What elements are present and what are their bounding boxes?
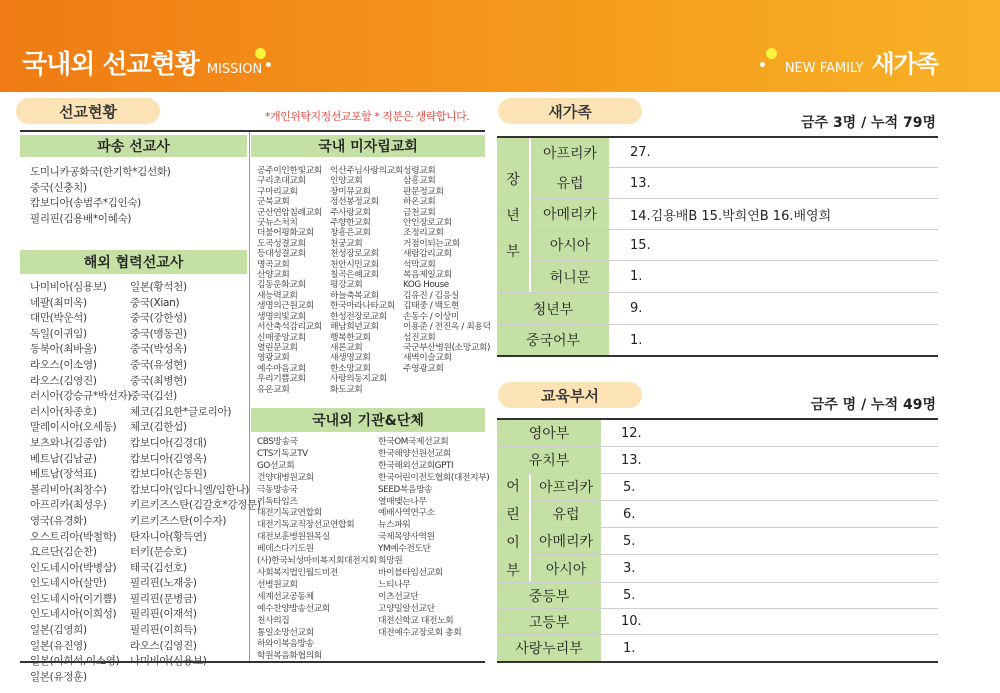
list-item: 천사의집: [257, 615, 290, 626]
list-item: 대전기독교직장선교연합회: [257, 520, 355, 531]
list-item: 세계선교공동체: [257, 591, 314, 602]
list-item: 도미니카공화국(한기학*김선화): [30, 166, 171, 178]
list-item: 대전기독교연합회: [257, 508, 322, 519]
list-item: 일본(황석천): [130, 281, 187, 293]
list-item: 대전신학교 대전노회: [378, 615, 454, 626]
list-item: 뉴스파워: [378, 520, 411, 531]
list-item: 희망원: [378, 556, 403, 567]
list-item: 사랑의동지교회: [330, 374, 387, 385]
domestic-list-col3: [403, 166, 491, 374]
mission-bottom-rule: [20, 661, 485, 663]
list-item: 키르키즈스탄(김갈호*강정문): [130, 499, 261, 512]
institution-header: 국내외 기관&단체: [251, 408, 485, 432]
list-item: 바이블타임선교회: [378, 567, 443, 578]
list-item: 대전보훈병원원목실: [257, 532, 330, 543]
list-item: 오스트리아(박철학): [30, 530, 117, 543]
list-item: CTS기독교TV: [257, 448, 308, 459]
list-item: 칠곡은혜교회: [330, 270, 379, 281]
header-right-group: [785, 44, 938, 79]
list-item: 인도네시아(이기쁨): [30, 592, 117, 605]
youth-group-label: 장 년 부: [497, 138, 529, 292]
list-item: 일본(유정훈): [30, 670, 87, 683]
list-item: 베트남(장석표): [30, 468, 97, 481]
domestic-list-col2: [330, 166, 403, 395]
list-item: 캄보디아(송범주*김인숙): [30, 197, 141, 210]
list-item: 중국(신충치): [30, 181, 87, 194]
edu-cat-infant: 영아부: [497, 420, 601, 446]
list-item: 유온교회: [257, 384, 290, 395]
list-item: 한국OM국제선교회: [378, 437, 449, 447]
list-item: 손동수 / 이상미: [403, 311, 459, 322]
edu-cat-kindergarten: 유치부: [497, 447, 601, 473]
list-item: 필리핀(김용배*이혜숙): [30, 212, 132, 225]
edu-cat-middle: 중등부: [497, 583, 601, 608]
decor-dot-icon: [766, 48, 777, 59]
list-item: 사회복지법인월드비전: [257, 567, 338, 578]
sent-missionary-list: [30, 165, 171, 227]
header-right-en: NEW FAMILY: [784, 61, 864, 76]
list-item: 대전예수교장로회 총회: [378, 627, 462, 638]
list-item: 주사랑교회: [330, 207, 371, 218]
list-item: 베트남(김남균): [30, 452, 97, 465]
list-item: 더불어평화교회: [257, 228, 314, 239]
list-item: 캄보디아(임다니엘/임한나): [130, 483, 250, 496]
list-item: 구마리교회: [257, 186, 298, 197]
list-item: 새벽이슬교회: [403, 353, 452, 364]
list-item: 중국(박성옥): [130, 343, 187, 356]
list-item: 김동운화교회: [257, 280, 306, 291]
list-item: 하온교회: [403, 197, 436, 208]
newfamily-bottom-rule: [497, 355, 938, 357]
partner-missionary-header: 해외 협력선교사: [20, 250, 247, 274]
edu-cat-europe: 유럽: [531, 501, 601, 527]
nf-cat-africa: 아프리카: [531, 138, 609, 167]
list-item: 인양교회: [330, 176, 363, 187]
list-item: 한국해외선교회GPTI: [378, 460, 454, 471]
list-item: 러시아(차종호): [30, 405, 97, 418]
list-item: 선병원교회: [257, 579, 298, 590]
list-item: 우리기쁨교회: [257, 374, 306, 385]
sent-missionary-header: 파송 선교사: [20, 135, 247, 157]
list-item: 새능력교회: [257, 290, 298, 301]
list-item: 성령교회: [403, 166, 436, 176]
list-item: 구리초대교회: [257, 176, 306, 187]
list-item: 필리핀(문병금): [130, 592, 197, 605]
list-item: 고양밀알선교단: [378, 603, 435, 614]
list-item: 느티나무: [378, 579, 411, 590]
list-item: 요르단(김순찬): [30, 546, 97, 559]
list-item: 아프리카(최성우): [30, 499, 107, 512]
list-item: 중국(Xian): [130, 296, 180, 309]
list-item: 산양교회: [257, 270, 290, 281]
list-item: 안인장로교회: [403, 218, 452, 229]
edu-val-infant: 12.: [621, 425, 642, 441]
header-subtitle: MISSION: [206, 62, 263, 77]
list-item: 건양대병원교회: [257, 472, 314, 483]
list-item: CBS방송국: [257, 437, 298, 447]
mission-note: *개인위탁지정선교포함 * 직분은 생략합니다.: [265, 110, 470, 123]
list-item: 키르키즈스탄(이수자): [130, 514, 227, 527]
edu-val-africa: 5.: [623, 479, 636, 495]
list-item: 열린문교회: [257, 342, 298, 353]
list-item: 중국(강한성): [130, 312, 187, 325]
list-item: 중국(김선): [130, 390, 177, 403]
list-item: 하와이복음방송: [257, 639, 314, 650]
list-item: 인도네시아(살만): [30, 577, 107, 590]
list-item: YM예수전도단: [378, 544, 431, 555]
list-item: 한소망교회: [330, 363, 371, 374]
nf-cat-honeymoon: 허니문: [531, 261, 609, 292]
domestic-list-col1: [257, 166, 322, 395]
list-item: 거점이되는교회: [403, 238, 460, 249]
list-item: 베데스다기도원: [257, 544, 314, 555]
list-item: 일본(김영희): [30, 624, 87, 637]
list-item: 예수찬양방송선교회: [257, 603, 330, 614]
list-item: 일본(유진영): [30, 639, 87, 652]
list-item: 평강교회: [330, 280, 363, 291]
list-item: 군산연암침례교회: [257, 207, 322, 218]
partner-list-col2: [130, 280, 261, 670]
list-item: 라오스(이소영): [30, 358, 97, 371]
list-item: 도곡성결교회: [257, 238, 306, 249]
edu-cat-asia: 아시아: [531, 555, 601, 582]
mission-top-rule: [20, 130, 485, 132]
children-group-label: 어 린 이 부: [497, 474, 529, 582]
list-item: 새생명교회: [330, 353, 371, 364]
list-item: 인도네시아(박병삼): [30, 561, 117, 574]
list-item: 영광교회: [257, 353, 290, 364]
list-item: 나미비아(심용보): [30, 281, 107, 293]
list-item: 천궁교회: [330, 238, 363, 249]
header-right-title: 새가족: [871, 50, 938, 78]
list-item: 장미뮤교회: [330, 186, 371, 197]
edu-val-middle: 5.: [623, 588, 636, 603]
list-item: 국군부산병원(소망교회): [403, 342, 491, 353]
list-item: 해남희년교회: [330, 322, 379, 333]
partner-list-col1: [30, 280, 131, 685]
edu-val-kindergarten: 13.: [621, 452, 642, 468]
list-item: 새론교회: [330, 342, 363, 353]
list-item: 극동방송국: [257, 484, 298, 495]
list-item: 행복한교회: [330, 332, 371, 343]
nf-val-europe: 13.: [630, 175, 651, 191]
list-item: 라오스(김영진): [130, 639, 197, 652]
list-item: 독일(이귀임): [30, 327, 87, 340]
list-item: 생명의빛교회: [257, 311, 306, 322]
list-item: 체코(김요한*글로리아): [130, 405, 232, 418]
list-item: 탄자니아(황득연): [130, 530, 207, 543]
list-item: 한국어린이전도협회(대전지부): [378, 472, 490, 483]
nf-val-youth: 9.: [630, 301, 643, 316]
nf-val-africa: 27.: [630, 145, 651, 160]
education-summary: 금주 명 / 누적 49명: [810, 397, 936, 413]
list-item: 영국(유경화): [30, 514, 87, 527]
nf-cat-asia: 아시아: [531, 230, 609, 260]
list-item: 라오스(김영진): [30, 374, 97, 387]
edu-cat-sarangnuri: 사랑누리부: [497, 635, 601, 661]
edu-val-high: 10.: [621, 614, 642, 629]
list-item: 중국(최병현): [130, 374, 187, 387]
list-item: SEED복음방송: [378, 484, 433, 495]
edu-val-sarangnuri: 1.: [623, 640, 636, 656]
list-item: 캄보디아(김경대): [130, 436, 207, 449]
education-pill: 교육부서: [498, 382, 642, 408]
list-item: 태국(김선호): [130, 561, 187, 574]
list-item: 열매맺는나무: [378, 496, 427, 507]
mission-pill: 선교현황: [16, 98, 160, 124]
institution-list-col1: [257, 437, 376, 663]
list-item: 삼흥교회: [403, 176, 436, 187]
list-item: 공주이인한빛교회: [257, 166, 322, 176]
list-item: 조정리교회: [403, 228, 444, 239]
list-item: 금천교회: [403, 207, 436, 218]
list-item: 통일소망선교회: [257, 627, 314, 638]
list-item: 김유진 / 김응실: [403, 290, 459, 301]
list-item: 말레이시아(오세동): [30, 421, 117, 434]
list-item: 동북아(최바울): [30, 343, 97, 356]
decor-dot-icon: [760, 62, 765, 67]
decor-dot-icon: [255, 48, 266, 59]
nf-val-chinese: 1.: [630, 332, 643, 348]
list-item: 체코(김한섭): [130, 421, 187, 434]
list-item: 보츠와나(김종암): [30, 436, 107, 449]
nf-cat-america: 아메리카: [531, 199, 609, 229]
list-item: 예배사역연구소: [378, 508, 435, 519]
list-item: 복음제일교회: [403, 270, 452, 281]
list-item: 인도네시아(이희성): [30, 608, 117, 621]
list-item: 정선봉정교회: [330, 197, 379, 208]
newfamily-summary: 금주 3명 / 누적 79명: [801, 115, 936, 131]
list-item: 생명의근원교회: [257, 301, 314, 312]
list-item: 화도교회: [330, 384, 363, 395]
nf-val-honeymoon: 1.: [630, 269, 643, 284]
list-item: (사)한국뇌성마비복지회대전지회: [257, 556, 377, 567]
decor-dot-icon: [266, 62, 271, 67]
list-item: 필리핀(이희득): [130, 624, 197, 637]
list-item: 신매중앙교회: [257, 332, 306, 343]
list-item: 창흥은교회: [330, 228, 371, 239]
list-item: 군북교회: [257, 197, 290, 208]
list-item: 석막교회: [403, 259, 436, 270]
nf-val-asia: 15.: [630, 237, 651, 253]
list-item: 한국마라나타교회: [330, 301, 395, 312]
header-title: 국내외 선교현황: [22, 50, 199, 80]
list-item: 중국(맹동권): [130, 327, 187, 340]
edu-cat-africa: 아프리카: [531, 474, 601, 500]
nf-val-america: 14.김용배B 15.박희연B 16.배영희: [630, 208, 832, 224]
list-item: 국제목양사역원: [378, 532, 435, 543]
institution-list-col2: [378, 437, 489, 639]
list-item: 러시아(강승규*박선자): [30, 390, 132, 403]
nf-cat-europe: 유럽: [531, 168, 609, 198]
list-item: 섬진교회: [403, 332, 436, 343]
list-item: 굿뉴스처치: [257, 218, 298, 229]
list-item: 한국해양선원선교회: [378, 448, 451, 459]
list-item: 기독타임즈: [257, 496, 298, 507]
nf-cat-youth: 청년부: [497, 293, 609, 324]
list-item: 김태중 / 백도현: [403, 301, 459, 312]
list-item: 필리핀(노재웅): [130, 577, 197, 590]
list-item: GO선교회: [257, 460, 295, 471]
list-item: 터키(문승호): [130, 546, 187, 559]
list-item: 명곡교회: [257, 259, 290, 270]
list-item: 판문정교회: [403, 186, 444, 197]
list-item: 학원복음화협의회: [257, 651, 322, 662]
list-item: 이츠선교단: [378, 591, 419, 602]
list-item: 주영광교회: [403, 363, 444, 374]
list-item: 한성전장로교회: [330, 311, 387, 322]
education-bottom-rule: [497, 661, 938, 663]
list-item: 필리핀(이재석): [130, 608, 197, 621]
list-item: 대만(박운석): [30, 312, 87, 325]
list-item: 볼리비아(최창수): [30, 483, 107, 496]
list-item: 새람감리교회: [403, 249, 452, 260]
edu-val-america: 5.: [623, 533, 636, 549]
list-item: 중국(유성현): [130, 358, 187, 371]
list-item: 캄보디아(손동원): [130, 468, 207, 481]
newfamily-pill: 새가족: [498, 98, 642, 124]
list-item: 하늘축복교회: [330, 290, 379, 301]
list-item: 서산축석감리교회: [257, 322, 322, 333]
list-item: KOG House: [403, 280, 449, 291]
nf-cat-chinese: 중국어부: [497, 325, 609, 355]
list-item: 캄보디아(김영옥): [130, 452, 207, 465]
list-item: 천안시민교회: [330, 259, 379, 270]
header-title-group: [22, 44, 262, 81]
edu-cat-high: 고등부: [497, 609, 601, 634]
edu-cat-america: 아메리카: [531, 528, 601, 554]
list-item: 이용준 / 전진옥 / 최용덕: [403, 322, 491, 333]
list-item: 주향한교회: [330, 218, 371, 229]
list-item: 익산주님사랑의교회: [330, 166, 403, 176]
edu-val-asia: 3.: [623, 561, 636, 576]
list-item: 예수마음교회: [257, 363, 306, 374]
list-item: 등대성결교회: [257, 249, 306, 260]
domestic-church-header: 국내 미자립교회: [251, 135, 485, 157]
edu-val-europe: 6.: [623, 506, 636, 522]
list-item: 천성장로교회: [330, 249, 379, 260]
page-header: [0, 0, 1000, 92]
list-item: 네팔(최미옥): [30, 296, 87, 309]
